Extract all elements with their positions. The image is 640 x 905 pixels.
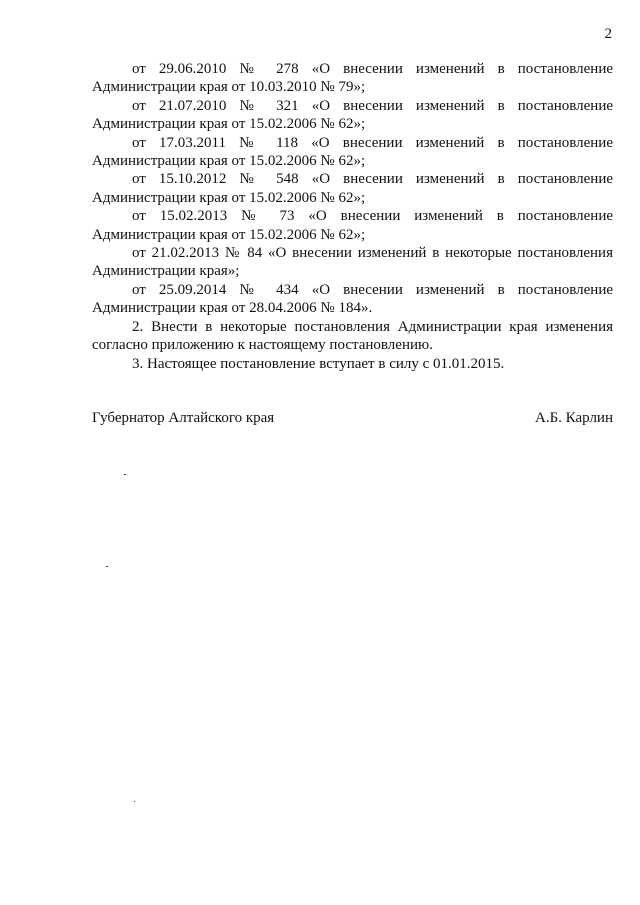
scan-speck: [124, 474, 126, 475]
signatory-position: Губернатор Алтайского края: [92, 410, 275, 426]
signature-block: [92, 410, 613, 427]
decree-list-item: от 21.02.2013 № 84 «О внесении изменений в некоторые постановления Администрации края»;: [92, 245, 613, 280]
signatory-name: А.Б. Карлин: [534, 410, 613, 426]
document-body: [92, 60, 613, 373]
decree-list-item: от 29.06.2010 № 278 «О внесении изменений в постановление Администрации края от 10.03.2010 № 79»;: [92, 61, 613, 96]
page-number: 2: [604, 26, 612, 42]
decree-list-item: от 21.07.2010 № 321 «О внесении изменений в постановление Администрации края от 15.02.2006 № 62»;: [92, 97, 613, 133]
decree-list-item: от 25.09.2014 № 434 «О внесении изменений в постановление Администрации края от 28.04.2006 № 184».: [92, 281, 613, 317]
decree-list-item: от 15.10.2012 № 548 «О внесении изменений в постановление Администрации края от 15.02.2006 № 62»;: [92, 171, 613, 206]
decree-list-item: от 15.02.2013 № 73 «О внесении изменений в постановление Администрации края от 15.02.2006 № 62»;: [92, 208, 613, 243]
scan-speck: [106, 566, 108, 567]
paragraph-item-3: 3. Настоящее постановление вступает в силу с 01.01.2015.: [132, 355, 505, 372]
paragraph-item-2: 2. Внести в некоторые постановления Администрации края изменения согласно приложению к настоящему постановлению.: [92, 318, 613, 354]
decree-list-item: от 17.03.2011 № 118 «О внесении изменений в постановление Администрации края от 15.02.2006 № 62»;: [92, 134, 613, 170]
scan-speck: [134, 801, 135, 802]
